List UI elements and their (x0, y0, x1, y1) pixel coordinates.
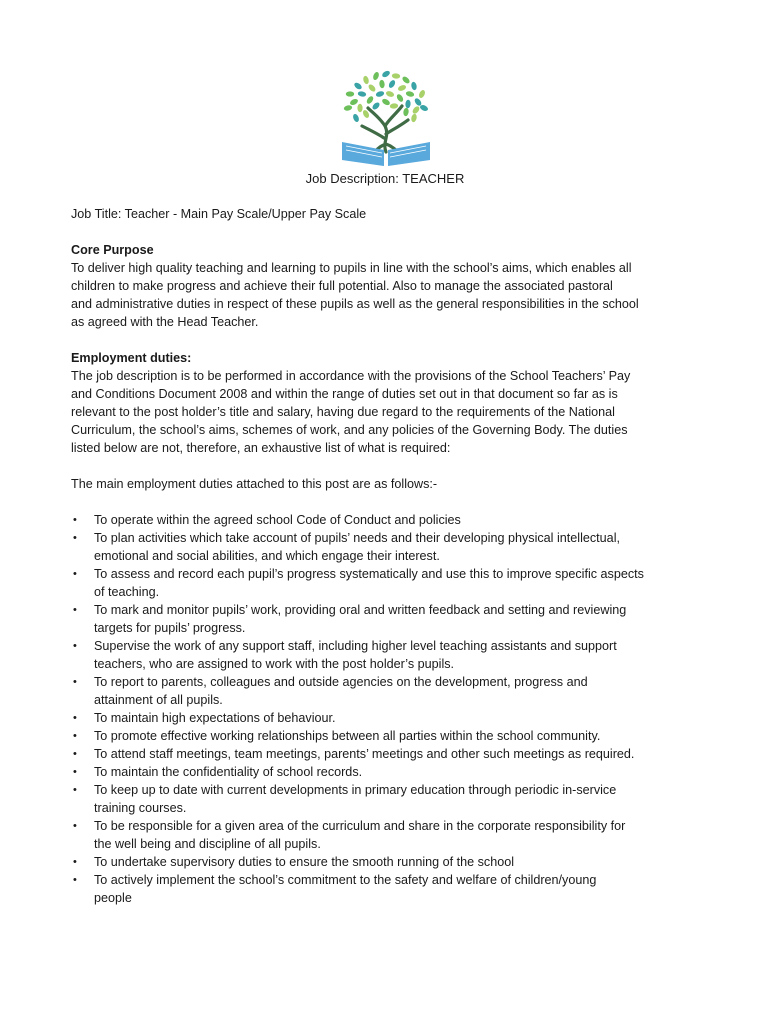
leaf-icon (411, 81, 418, 90)
bullet-icon: • (73, 514, 77, 526)
tree-trunk-icon (362, 106, 408, 154)
employment-duties-heading: Employment duties: (71, 351, 192, 365)
leaf-icon (385, 90, 395, 98)
leaf-icon (390, 103, 399, 109)
list-item (71, 727, 701, 745)
leaf-icon (379, 80, 385, 89)
list-item-line: To undertake supervisory duties to ensure the smooth running of the school (94, 855, 515, 869)
list-item (71, 565, 701, 601)
leaf-icon (372, 71, 380, 81)
list-item (71, 529, 701, 565)
list-item-line: To keep up to date with current developments in primary education through periodic in-service (94, 783, 617, 797)
list-item-line: people (94, 891, 132, 905)
list-item-line: training courses. (94, 801, 187, 815)
list-item (71, 853, 701, 871)
leaf-icon (375, 90, 385, 97)
leaf-icon (388, 79, 397, 89)
bullet-icon: • (73, 676, 77, 688)
list-item-line: Supervise the work of any support staff, including higher level teaching assistants and support (94, 639, 617, 653)
list-item-line: of teaching. (94, 585, 160, 599)
bullet-icon: • (73, 604, 77, 616)
list-item-line: To plan activities which take account of pupils’ needs and their developing physical intellectual, (94, 531, 620, 545)
core-purpose-section (71, 241, 701, 331)
leaf-icon (405, 100, 411, 109)
leaf-icon (349, 98, 359, 106)
document-title: Job Description: TEACHER (305, 171, 465, 186)
list-item-line: targets for pupils’ progress. (94, 621, 246, 635)
leaf-icon (367, 83, 377, 93)
paragraph-line: To deliver high quality teaching and learning to pupils in line with the school’s aims, which enables all (71, 261, 632, 275)
bullet-icon: • (73, 532, 77, 544)
leaf-icon (343, 105, 352, 112)
tree-on-book-logo (330, 64, 442, 168)
list-item (71, 817, 701, 853)
leaf-icon (397, 84, 407, 92)
list-item-line: attainment of all pupils. (94, 693, 223, 707)
paragraph-line: children to make progress and achieve their full potential. Also to manage the associated pastoral (71, 279, 613, 293)
leaf-icon (357, 104, 362, 112)
bullet-icon: • (73, 748, 77, 760)
leaf-icon (401, 75, 411, 84)
bullet-icon: • (73, 820, 77, 832)
list-item (71, 763, 701, 781)
paragraph-line: The job description is to be performed in accordance with the provisions of the School Teachers’ Pay (71, 369, 631, 383)
list-item (71, 673, 701, 709)
bullet-icon: • (73, 766, 77, 778)
list-item (71, 745, 701, 763)
paragraph-line: relevant to the post holder’s title and salary, having due regard to the requirements of the National (71, 405, 615, 419)
list-item-line: teachers, who are assigned to work with the post holder’s pupils. (94, 657, 455, 671)
leaf-icon (411, 105, 420, 115)
duties-intro: The main employment duties attached to this post are as follows:- (71, 477, 438, 491)
list-item-line: To maintain high expectations of behaviour. (94, 711, 336, 725)
leaf-icon (381, 98, 391, 107)
leaf-icon (357, 91, 366, 98)
list-item-line: the well being and discipline of all pupils. (94, 837, 321, 851)
list-item-line: To attend staff meetings, team meetings, parents’ meetings and other such meetings as required. (94, 747, 635, 761)
leaf-icon (365, 95, 374, 105)
core-purpose-heading: Core Purpose (71, 243, 154, 257)
bullet-icon: • (73, 712, 77, 724)
list-item-line: To report to parents, colleagues and outside agencies on the development, progress and (94, 675, 588, 689)
job-title: Job Title: Teacher - Main Pay Scale/Upper Pay Scale (71, 207, 367, 221)
list-item (71, 511, 701, 529)
leaf-icon (396, 93, 405, 103)
paragraph-line: and Conditions Document 2008 and within the range of duties set out in that document so far as is (71, 387, 618, 401)
list-item (71, 601, 701, 637)
list-item-line: emotional and social abilities, and which engage their interest. (94, 549, 440, 563)
leaf-icon (371, 101, 381, 111)
list-item-line: To promote effective working relationships between all parties within the school community. (94, 729, 601, 743)
paragraph-line: Curriculum, the school’s aims, schemes of work, and any policies of the Governing Body. The duties (71, 423, 628, 437)
paragraph-line: and administrative duties in respect of these pupils as well as the general responsibilities in the school (71, 297, 639, 311)
leaf-icon (353, 81, 363, 90)
bullet-icon: • (73, 730, 77, 742)
bullet-icon: • (73, 640, 77, 652)
document-body (71, 205, 701, 907)
bullet-icon: • (73, 568, 77, 580)
list-item-line: To be responsible for a given area of the curriculum and share in the corporate responsibility for (94, 819, 626, 833)
employment-duties-section (71, 349, 701, 457)
leaf-icon (410, 113, 417, 122)
leaf-icon (381, 70, 391, 79)
list-item-line: To assess and record each pupil’s progress systematically and use this to improve specific aspects (94, 567, 644, 581)
duties-list (71, 511, 701, 907)
list-item-line: To mark and monitor pupils’ work, providing oral and written feedback and setting and reviewing (94, 603, 627, 617)
bullet-icon: • (73, 784, 77, 796)
list-item-line: To operate within the agreed school Code of Conduct and policies (94, 513, 461, 527)
paragraph-line: listed below are not, therefore, an exhaustive list of what is required: (71, 441, 451, 455)
leaf-icon (418, 89, 426, 99)
bullet-icon: • (73, 874, 77, 886)
leaf-icon (362, 75, 369, 85)
list-item (71, 781, 701, 817)
list-item (71, 637, 701, 673)
leaf-icon (392, 73, 401, 79)
leaf-icon (405, 90, 414, 97)
list-item (71, 709, 701, 727)
list-item-line: To maintain the confidentiality of school records. (94, 765, 363, 779)
leaf-icon (352, 113, 360, 123)
bullet-icon: • (73, 856, 77, 868)
list-item-line: To actively implement the school’s commitment to the safety and welfare of children/young (94, 873, 597, 887)
tree-leaves-icon (343, 70, 429, 123)
paragraph-line: as agreed with the Head Teacher. (71, 315, 259, 329)
leaf-icon (403, 107, 409, 116)
leaf-icon (346, 91, 354, 96)
list-item (71, 871, 701, 907)
